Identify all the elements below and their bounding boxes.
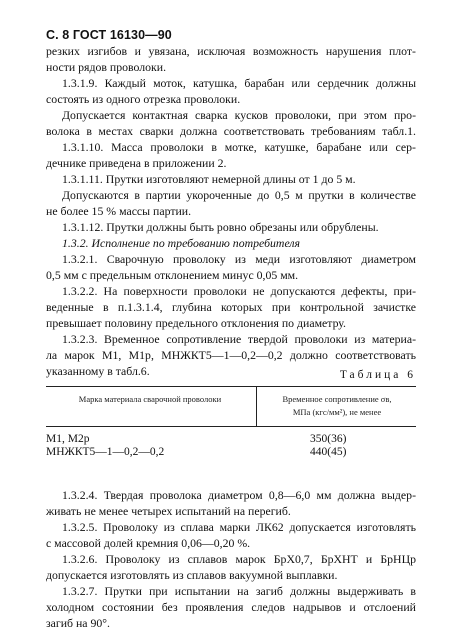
text-line: веденные в п.1.3.1.4, глубина которых при контрольной зачистке [46,300,416,314]
table-cell-grade: МНЖКТ5—1—0,2—0,2 [46,446,165,458]
text-line: 1.3.2.2. На поверхности проволоки не допускаются дефекты, при- [62,284,416,298]
text-line: допускается изготовлять из сплавов вакуумной выплавки. [46,568,338,582]
text-line: 1.3.2.7. Прутки при испытании на загиб должны выдерживать в [62,584,416,598]
text-line: 1.3.2.4. Твердая проволока диаметром 0,8—6,0 мм должна выдер- [62,488,416,502]
text-line: 1.3.1.11. Прутки изготовляют немерной длины от 1 до 5 м. [62,172,356,186]
section-heading: 1.3.2. Исполнение по требованию потребителя [62,236,301,250]
text-line: загиб на 90°. [46,616,110,630]
table-top-rule [46,386,416,387]
text-line: ла марок М1, М1р, МНЖКТ5—1—0,2—0,2 должно соответствовать [46,348,416,362]
table-caption: Таблица 6 [339,369,416,381]
table-cell-grade: М1, М2р [46,433,90,445]
text-line: живать не менее четырех испытаний на перегиб. [46,504,291,518]
text-line: Допускается контактная сварка кусков проволоки, при этом про- [62,108,416,122]
table-cell-value: 440(45) [310,446,347,458]
text-line: состоять из одного отрезка проволоки. [46,92,241,106]
table-column-divider [256,386,257,426]
text-line: дечнике приведена в приложении 2. [46,156,227,170]
column-header-strength-line1: Временное сопротивление σв, [282,394,392,404]
text-line: волока в местах сварки должна соответствовать требованиям табл.1. [46,124,416,138]
text-line: резких изгибов и увязана, исключая возможность нарушения плот- [46,44,416,58]
text-line: Допускаются в партии укороченные до 0,5 м прутки в количестве [62,188,416,202]
text-line: 1.3.1.9. Каждый моток, катушка, барабан или сердечник должны [62,76,416,90]
text-line: 1.3.2.6. Проволоку из сплавов марок БрХ0,7, БрХНТ и БрНЦр [62,552,416,566]
text-line: 1.3.1.10. Масса проволоки в мотке, катушке, барабане или сер- [62,140,416,154]
text-line: указанному в табл.6. [46,364,150,378]
text-line: ности рядов проволоки. [46,60,167,74]
text-line: холодном состоянии без проявления следов надрывов и отслоений [46,600,416,614]
table-header-rule [46,426,416,427]
column-header-strength-line2: МПа (кгс/мм²), не менее [292,407,382,417]
text-line: 1.3.2.5. Проволоку из сплава марки ЛК62 допускается изготовлять [62,520,416,534]
text-line: с массовой долей кремния 0,06—0,20 %. [46,536,251,550]
page-header: С. 8 ГОСТ 16130—90 [46,28,172,42]
text-line: превышает половину предельного отклонения по диаметру. [46,316,346,330]
text-line: 1.3.2.1. Сварочную проволоку из меди изготовляют диаметром [62,252,416,266]
text-line: 1.3.2.3. Временное сопротивление твердой проволоки из материа- [62,332,416,346]
column-header-grade: Марка материала сварочной проволоки [78,394,222,404]
text-line: 0,5 мм с предельным отклонением минус 0,05 мм. [46,268,299,282]
table-cell-value: 350(36) [310,433,347,445]
text-line: не более 15 % массы партии. [46,204,192,218]
text-line: 1.3.1.12. Прутки должны быть ровно обрезаны или обрублены. [62,220,379,234]
